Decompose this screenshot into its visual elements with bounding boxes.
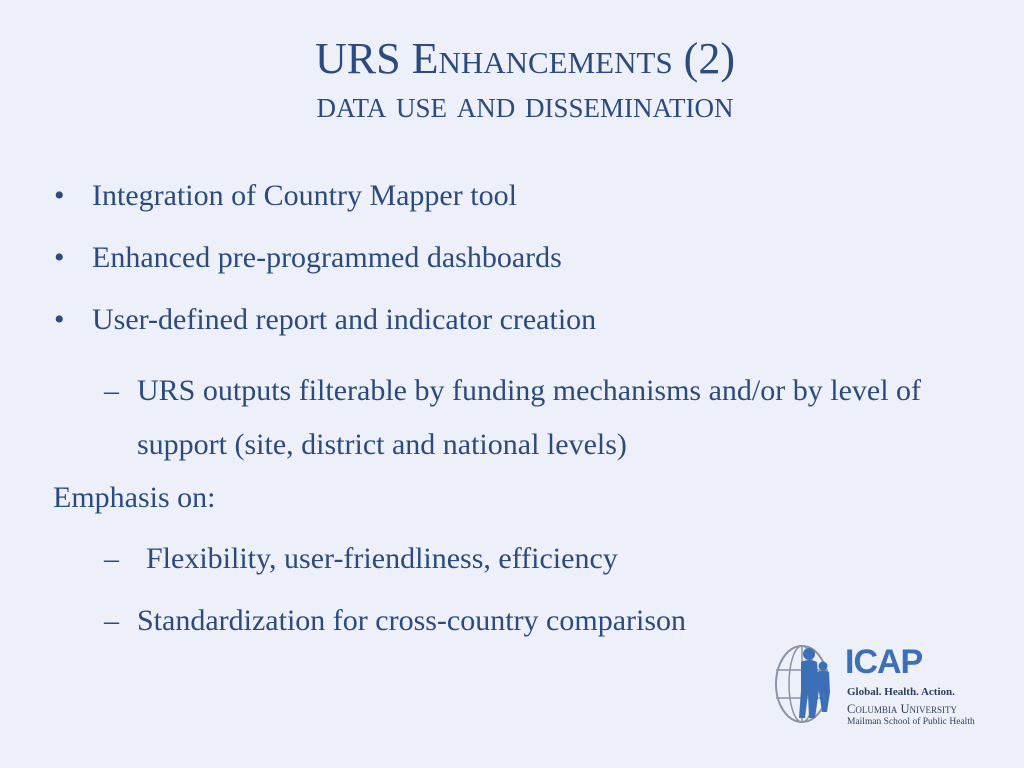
bullet-text: Enhanced pre-programmed dashboards	[92, 241, 562, 274]
slide-title	[130, 34, 920, 127]
bullet-dot-icon: •	[54, 179, 65, 212]
dash-icon: –	[104, 604, 119, 637]
sub-bullet-item	[104, 364, 977, 472]
sub-bullet-text: URS outputs filterable by funding mechanisms and/or by level of support (site, district and national levels)	[137, 374, 922, 461]
dash-icon: –	[104, 374, 119, 407]
sub-bullet-item	[104, 603, 687, 639]
logo-tagline: Global. Health. Action.	[847, 686, 955, 698]
emphasis-label: Emphasis on:	[53, 481, 216, 514]
dash-icon: –	[104, 542, 119, 575]
sub-bullet-item	[104, 541, 618, 577]
sub-bullet-text: Standardization for cross-country comparison	[137, 604, 687, 637]
title-line-2: data use and dissemination	[316, 83, 734, 127]
logo-brand: ICAP	[845, 643, 923, 681]
bullet-dot-icon: •	[54, 241, 65, 274]
title-line-1: URS Enhancements (2)	[314, 34, 735, 83]
bullet-dot-icon: •	[54, 303, 65, 336]
icap-logo	[772, 640, 987, 730]
sub-bullet-text: Flexibility, user-friendliness, efficiency	[146, 542, 618, 575]
bullet-text: User-defined report and indicator creation	[92, 303, 597, 336]
logo-school: Mailman School of Public Health	[847, 717, 975, 727]
bullet-item	[54, 302, 597, 338]
bullet-item	[54, 240, 562, 276]
bullet-text: Integration of Country Mapper tool	[92, 179, 517, 212]
globe-figures-icon	[772, 640, 844, 728]
bullet-item	[54, 178, 517, 214]
logo-university: Columbia University	[847, 702, 957, 716]
